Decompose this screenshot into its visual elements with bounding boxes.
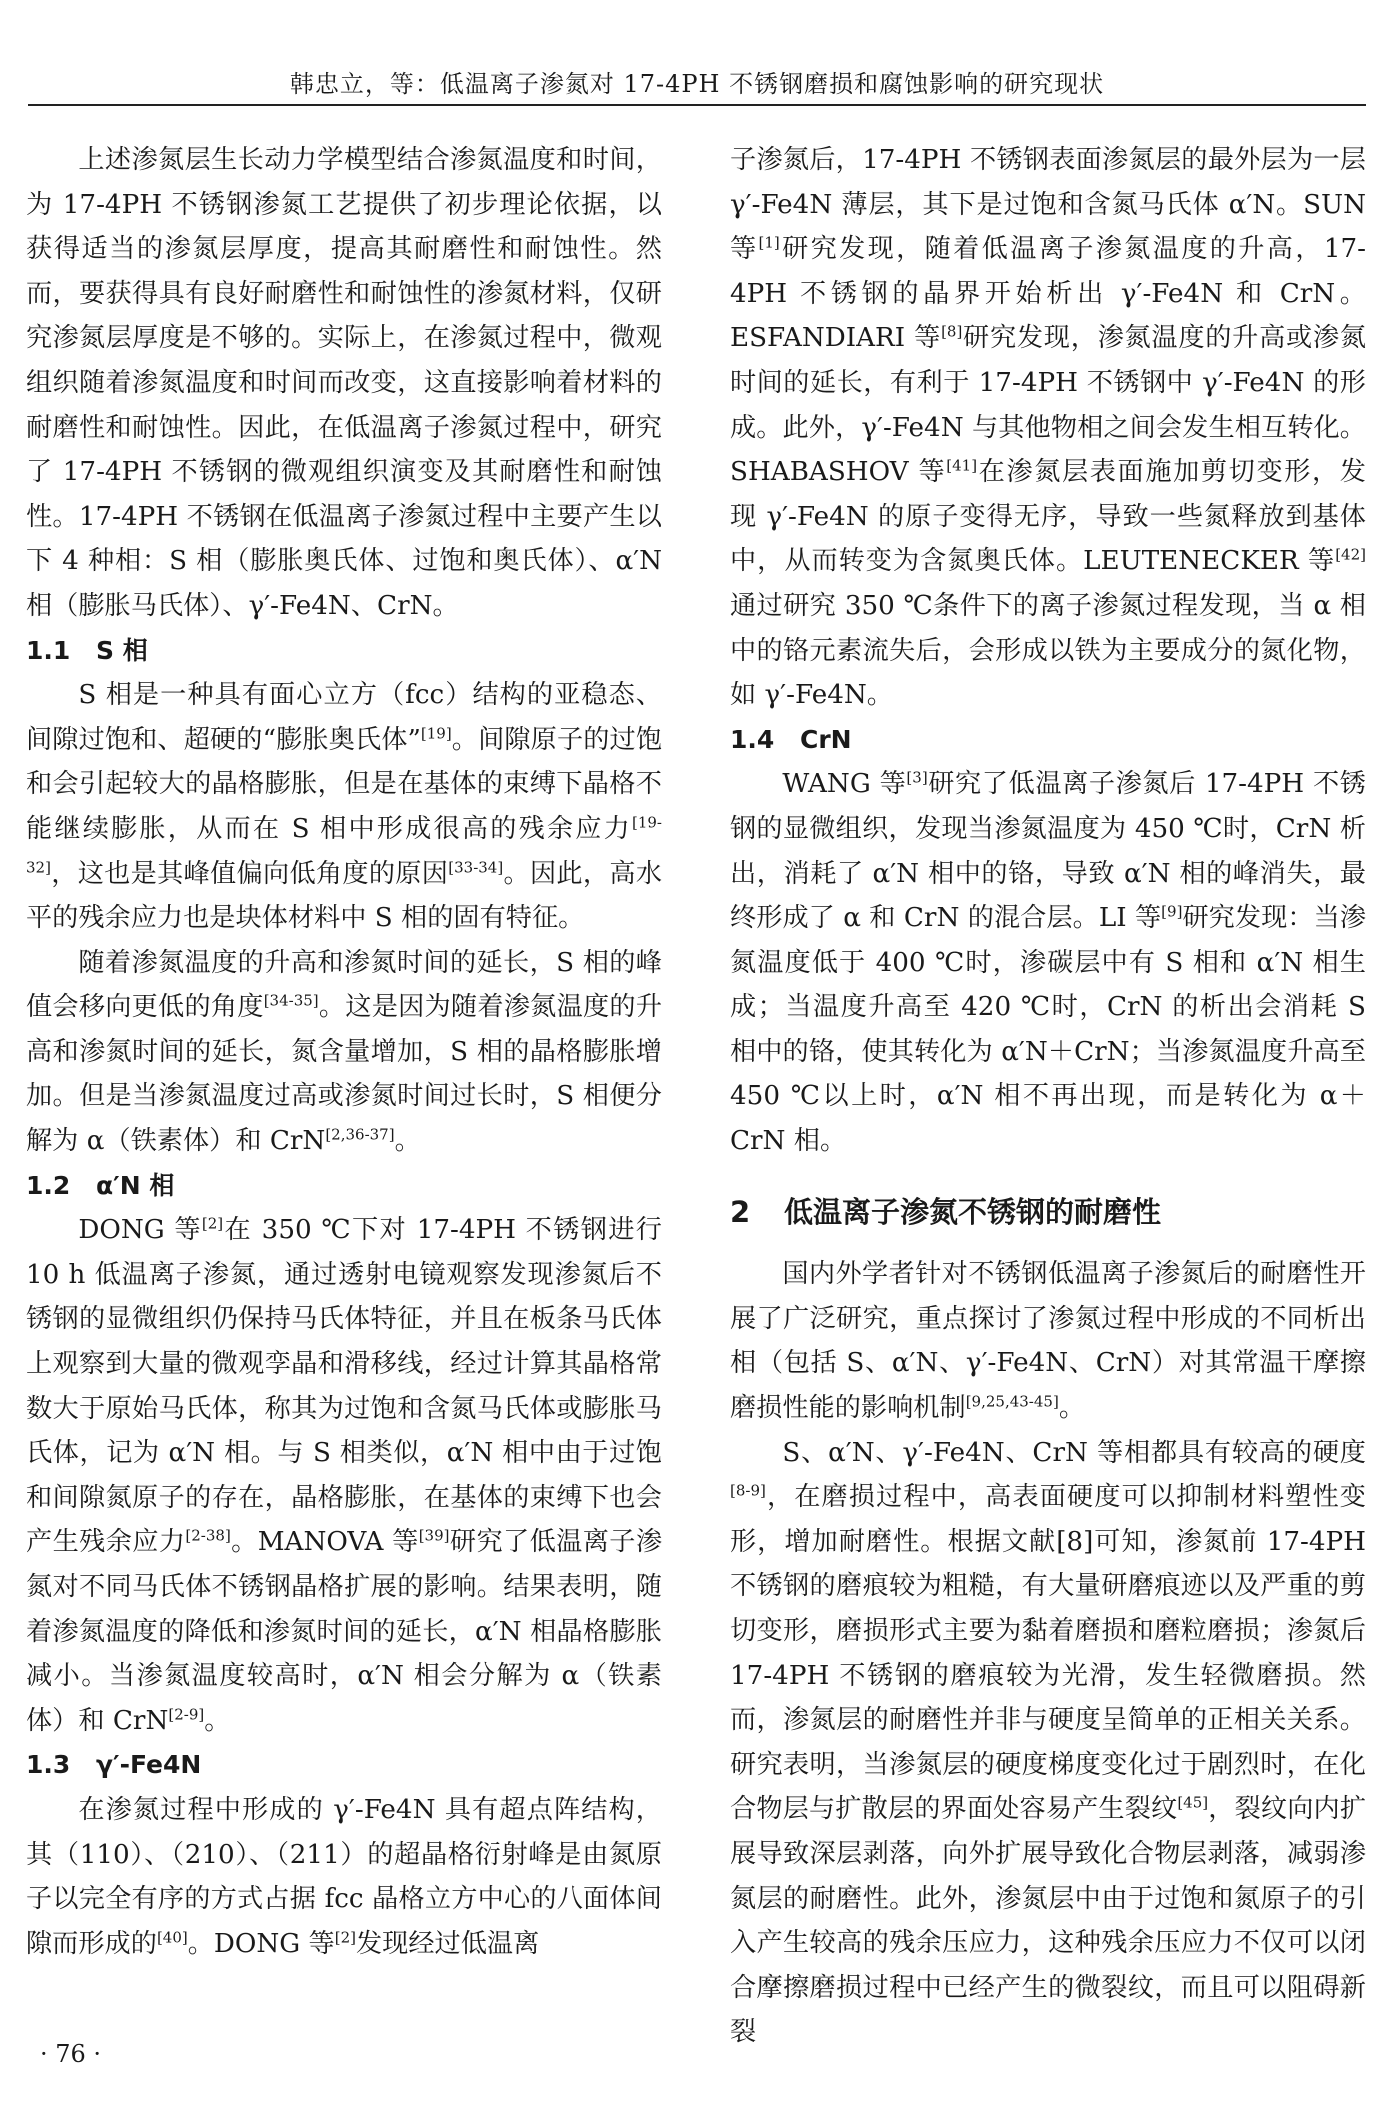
paragraph: 子渗氮后，17-4PH 不锈钢表面渗氮层的最外层为一层 γ′-Fe4N 薄层，其下是过饱和含氮马氏体 α′N。SUN 等[1]研究发现，随着低温离子渗氮温度的升高，17-4PH 不锈钢的晶界开始析出 γ′-Fe4N 和 CrN。ESFANDIARI 等[8]研究发现，渗氮温度的升高或渗氮时间的延长，有利于 17-4PH 不锈钢中 γ′-Fe4N 的形成。此外，γ′-Fe4N 与其他物相之间会发生相互转化。SHABASHOV 等[41]在渗氮层表面施加剪切变形，发现 γ′-Fe4N 的原子变得无序，导致一些氮释放到基体中，从而转变为含氮奥氏体。LEUTENECKER 等[42]通过研究 350 ℃条件下的离子渗氮过程发现，当 α 相中的铬元素流失后，会形成以铁为主要成分的氮化物，如 γ′-Fe4N。 <box>730 145 1367 711</box>
left-column <box>26 138 662 1966</box>
paragraph: DONG 等[2]在 350 ℃下对 17-4PH 不锈钢进行 10 h 低温离子渗氮，通过透射电镜观察发现渗氮后不锈钢的显微组织仍保持马氏体特征，并且在板条马氏体上观察到大量的微观孪晶和滑移线，经过计算其晶格常数大于原始马氏体，称其为过饱和含氮马氏体或膨胀马氏体，记为 α′N 相。与 S 相类似，α′N 相中由于过饱和间隙氮原子的存在，晶格膨胀，在基体的束缚下也会产生残余应力[2-38]。MANOVA 等[39]研究了低温离子渗氮对不同马氏体不锈钢晶格扩展的影响。结果表明，随着渗氮温度的降低和渗氮时间的延长，α′N 相晶格膨胀减小。当渗氮温度较高时，α′N 相会分解为 α（铁素体）和 CrN[2-9]。 <box>26 1214 663 1736</box>
paragraph: 上述渗氮层生长动力学模型结合渗氮温度和时间，为 17-4PH 不锈钢渗氮工艺提供了初步理论依据，以获得适当的渗氮层厚度，提高其耐磨性和耐蚀性。然而，要获得具有良好耐磨性和耐蚀性的渗氮材料，仅研究渗氮层厚度是不够的。实际上，在渗氮过程中，微观组织随着渗氮温度和时间而改变，这直接影响着材料的耐磨性和耐蚀性。因此，在低温离子渗氮过程中，研究了 17-4PH 不锈钢的微观组织演变及其耐磨性和耐蚀性。17-4PH 不锈钢在低温离子渗氮过程中主要产生以下 4 种相：S 相（膨胀奥氏体、过饱和奥氏体）、α′N 相（膨胀马氏体）、γ′-Fe4N、CrN。 <box>26 145 662 621</box>
page-number: · 76 · <box>40 2040 102 2068</box>
citation: [2,36-37] <box>325 1125 395 1144</box>
section-heading-1-1: 1.1 S 相 <box>26 635 148 665</box>
paragraph: 在渗氮过程中形成的 γ′-Fe4N 具有超点阵结构，其（110）、（210）、（211）的超晶格衍射峰是由氮原子以完全有序的方式占据 fcc 晶格立方中心的八面体间隙而形成的[40]。DONG 等[2]发现经过低温离 <box>26 1794 662 1959</box>
citation: [19] <box>420 723 452 742</box>
section-heading-2: 2 低温离子渗氮不锈钢的耐磨性 <box>730 1194 1162 1229</box>
citation: [39] <box>418 1526 450 1545</box>
paragraph: 随着渗氮温度的升高和渗氮时间的延长，S 相的峰值会移向更低的角度[34-35]。这是因为随着渗氮温度的升高和渗氮时间的延长，氮含量增加，S 相的晶格膨胀增加。但是当渗氮温度过高或渗氮时间过长时，S 相便分解为 α（铁素体）和 CrN[2,36-37]。 <box>26 947 663 1157</box>
paragraph: 国内外学者针对不锈钢低温离子渗氮后的耐磨性开展了广泛研究，重点探讨了渗氮过程中形成的不同析出相（包括 S、α′N、γ′-Fe4N、CrN）对其常温干摩擦磨损性能的影响机制[9,25,43-45]。 <box>730 1259 1366 1424</box>
section-heading-1-4: 1.4 CrN <box>730 724 852 754</box>
citation: [42] <box>1335 545 1366 564</box>
citation: [40] <box>156 1928 188 1947</box>
paragraph: S、α′N、γ′-Fe4N、CrN 等相都具有较高的硬度[8-9]，在磨损过程中，高表面硬度可以抑制材料塑性变形，增加耐磨性。根据文献[8]可知，渗氮前 17-4PH 不锈钢的磨痕较为粗糙，有大量研磨痕迹以及严重的剪切变形，磨损形式主要为黏着磨损和磨粒磨损；渗氮后 17-4PH 不锈钢的磨痕较为光滑，发生轻微磨损。然而，渗氮层的耐磨性并非与硬度呈简单的正相关关系。研究表明，当渗氮层的硬度梯度变化过于剧烈时，在化合物层与扩散层的界面处容易产生裂纹[45]，裂纹向内扩展导致深层剥落，向外扩展导致化合物层剥落，减弱渗氮层的耐磨性。此外，渗氮层中由于过饱和氮原子的引入产生较高的残余压应力，这种残余压应力不仅可以闭合摩擦磨损过程中已经产生的微裂纹，而且可以阻碍新裂 <box>730 1437 1367 2048</box>
paragraph: S 相是一种具有面心立方（fcc）结构的亚稳态、间隙过饱和、超硬的“膨胀奥氏体”[19]。间隙原子的过饱和会引起较大的晶格膨胀，但是在基体的束缚下晶格不能继续膨胀，从而在 S 相中形成很高的残余应力[19-32]，这也是其峰值偏向低角度的原因[33-34]。因此，高水平的残余应力也是块体材料中 S 相的固有特征。 <box>26 680 663 934</box>
citation: [2-38] <box>185 1526 231 1545</box>
citation: [2] <box>334 1928 356 1947</box>
citation: [41] <box>946 456 978 475</box>
citation: [8-9] <box>730 1481 766 1500</box>
right-column <box>730 138 1366 2055</box>
header-rule <box>28 104 1366 106</box>
section-heading-1-3: 1.3 γ′-Fe4N <box>26 1750 202 1780</box>
citation: [2] <box>201 1214 224 1233</box>
running-title: 韩忠立，等：低温离子渗氮对 17-4PH 不锈钢磨损和腐蚀影响的研究现状 <box>289 70 1105 98</box>
citation: [1] <box>758 233 780 252</box>
citation: [8] <box>941 322 963 341</box>
citation: [19-32] <box>26 813 662 876</box>
citation: [33-34] <box>448 857 504 876</box>
citation: [3] <box>906 768 928 787</box>
section-heading-1-2: 1.2 α′N 相 <box>26 1170 175 1200</box>
citation: [2-9] <box>168 1705 205 1724</box>
citation: [45] <box>1177 1793 1209 1812</box>
citation: [34-35] <box>263 991 319 1010</box>
citation: [9,25,43-45] <box>965 1392 1059 1411</box>
paragraph: WANG 等[3]研究了低温离子渗氮后 17-4PH 不锈钢的显微组织，发现当渗氮温度为 450 ℃时，CrN 析出，消耗了 α′N 相中的铬，导致 α′N 相的峰消失，最终形成了 α 和 CrN 的混合层。LI 等[9]研究发现：当渗氮温度低于 400 ℃时，渗碳层中有 S 相和 α′N 相生成；当温度升高至 420 ℃时，CrN 的析出会消耗 S 相中的铬，使其转化为 α′N＋CrN；当渗氮温度升高至 450 ℃以上时，α′N 相不再出现，而是转化为 α＋CrN 相。 <box>730 768 1366 1157</box>
citation: [9] <box>1161 902 1183 921</box>
